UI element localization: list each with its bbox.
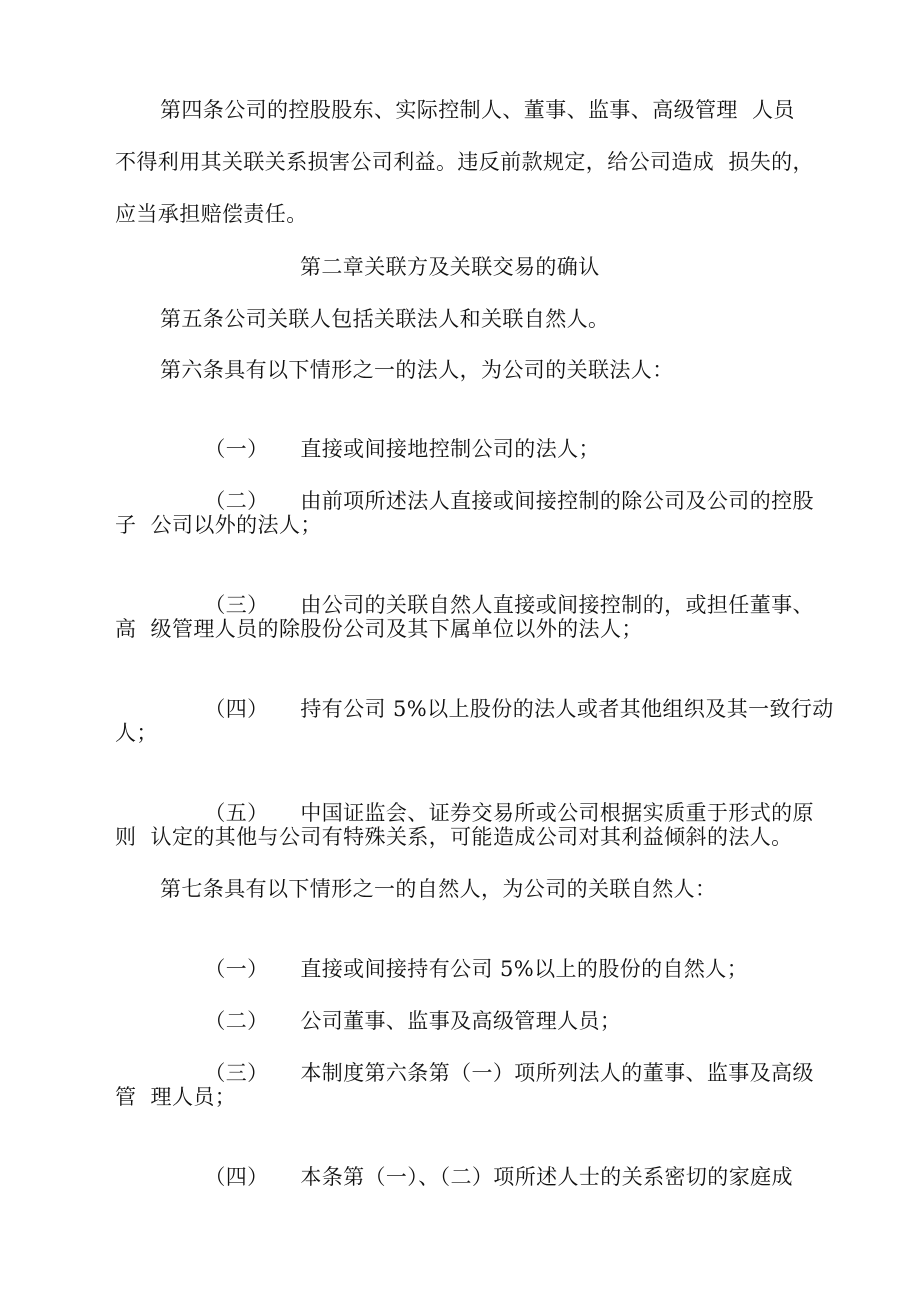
item-text: 中国证监会、证券交易所或公司根据实质重于形式的原 bbox=[300, 801, 814, 825]
article4-line3: 应当承担赔偿责任。 bbox=[115, 202, 308, 226]
item-text: 直接或间接地控制公司的法人； bbox=[300, 437, 600, 461]
article6-item-2-cont: 子 公司以外的法人； bbox=[115, 513, 322, 537]
article5-text: 第五条公司关联人包括关联法人和关联自然人。 bbox=[160, 307, 610, 331]
article7-item-3 bbox=[176, 1031, 814, 1115]
item-number: （五） bbox=[204, 801, 269, 825]
item-number: （四） bbox=[204, 697, 269, 721]
article7-item-4 bbox=[176, 1135, 793, 1219]
item-number: （三） bbox=[204, 1061, 269, 1085]
item-number: （四） bbox=[204, 1165, 269, 1189]
item-text: 本条第（一）、（二）项所述人士的关系密切的家庭成 bbox=[300, 1165, 793, 1189]
article6-item-5-cont: 则 认定的其他与公司有特殊关系，可能造成公司对其利益倾斜的法人。 bbox=[115, 825, 793, 849]
article6-intro: 第六条具有以下情形之一的法人，为公司的关联法人： bbox=[160, 358, 674, 382]
item-number: （二） bbox=[204, 489, 269, 513]
article4-line1: 第四条公司的控股股东、实际控制人、董事、监事、高级管理 人员 bbox=[160, 98, 795, 122]
item-text: 本制度第六条第（一）项所列法人的董事、监事及高级 bbox=[300, 1061, 814, 1085]
article7-item-3-cont: 管 理人员； bbox=[115, 1085, 237, 1109]
chapter-title: 第二章关联方及关联交易的确认 bbox=[300, 255, 600, 279]
article6-item-4-cont: 人； bbox=[115, 721, 158, 745]
item-text: 持有公司 5%以上股份的法人或者其他组织及其一致行动 bbox=[300, 697, 834, 721]
item-number: （三） bbox=[204, 593, 269, 617]
item-number: （二） bbox=[204, 1009, 269, 1033]
item-text: 由前项所述法人直接或间接控制的除公司及公司的控股 bbox=[300, 489, 814, 513]
item-text: 直接或间接持有公司 5%以上的股份的自然人； bbox=[300, 957, 749, 981]
article6-item-4 bbox=[176, 667, 834, 751]
item-number: （一） bbox=[204, 957, 269, 981]
article7-intro: 第七条具有以下情形之一的自然人，为公司的关联自然人： bbox=[160, 877, 717, 901]
article4-line2: 不得利用其关联关系损害公司利益。违反前款规定，给公司造成 损失的， bbox=[115, 150, 814, 174]
item-text: 由公司的关联自然人直接或间接控制的，或担任董事、 bbox=[300, 593, 814, 617]
item-number: （一） bbox=[204, 437, 269, 461]
article6-item-3-cont: 高 级管理人员的除股份公司及其下属单位以外的法人； bbox=[115, 617, 643, 641]
item-text: 公司董事、监事及高级管理人员； bbox=[300, 1009, 622, 1033]
